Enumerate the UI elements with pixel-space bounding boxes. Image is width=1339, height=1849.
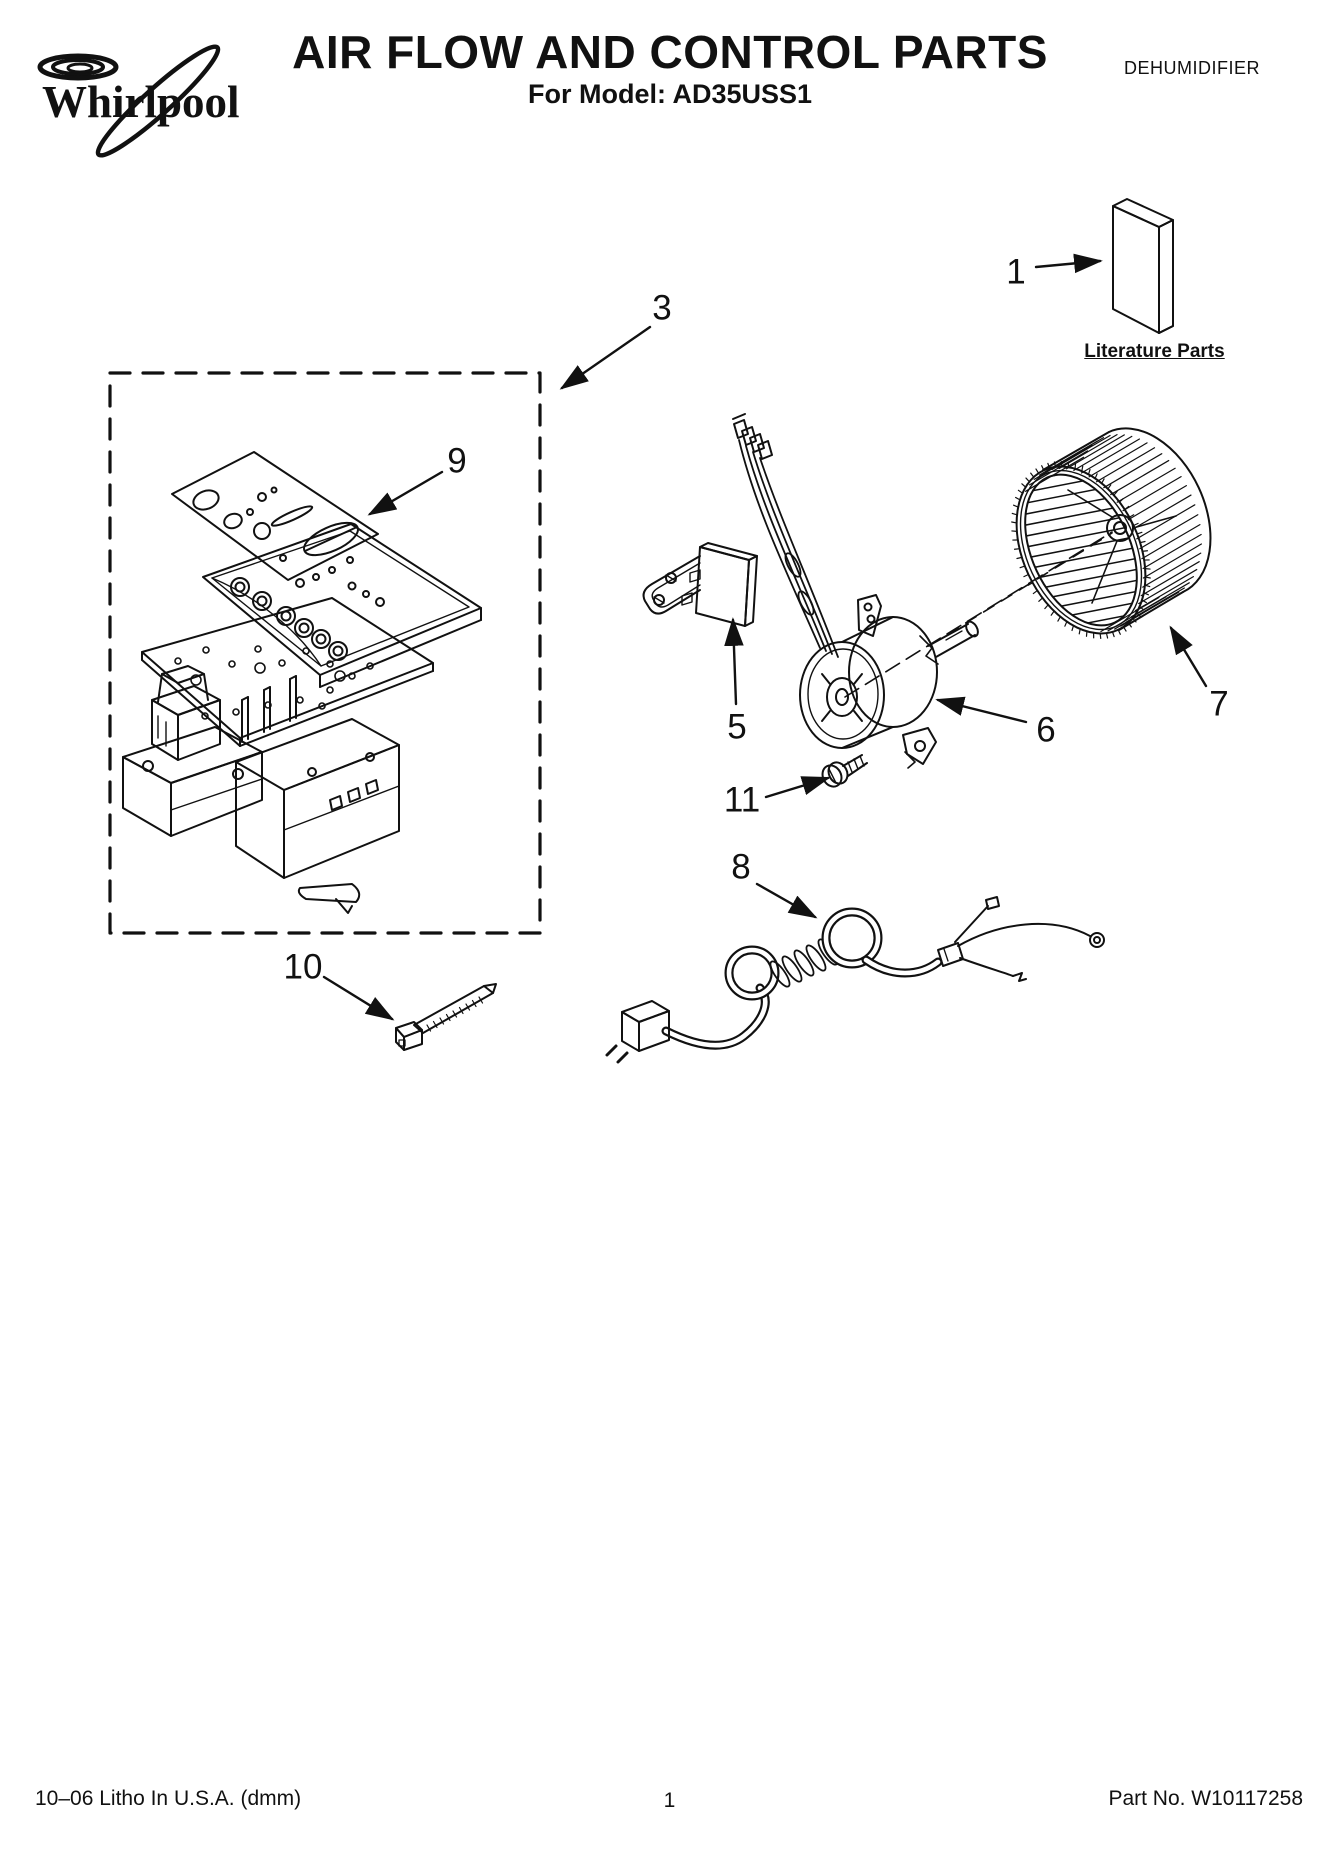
- power-cord-drawing: [607, 897, 1104, 1062]
- motor-drawing: [800, 532, 1112, 768]
- base-housing-drawing: [123, 666, 399, 913]
- mounting-bracket-drawing: [644, 543, 757, 626]
- footer-page-number: 1: [663, 1789, 676, 1812]
- screw-drawing: [819, 755, 867, 790]
- model-subtitle: For Model: AD35USS1: [527, 79, 813, 110]
- callout-arrows: [324, 261, 1206, 1019]
- callout-3: 3: [652, 288, 672, 328]
- callout-5: 5: [727, 707, 747, 747]
- footer-litho-line: 10–06 Litho In U.S.A. (dmm): [35, 1787, 302, 1810]
- cable-tie-drawing: [396, 984, 496, 1050]
- callout-6: 6: [1036, 710, 1056, 750]
- callout-9: 9: [447, 441, 467, 481]
- callout-1: 1: [1006, 252, 1026, 292]
- callout-11: 11: [723, 780, 761, 820]
- callout-7: 7: [1209, 684, 1229, 724]
- footer-part-number: Part No. W10117258: [1108, 1787, 1303, 1810]
- appliance-type-label: DEHUMIDIFIER: [1124, 58, 1260, 78]
- motor-wires: [739, 440, 838, 657]
- callout-10: 10: [283, 947, 323, 987]
- control-assembly-boundary: [110, 373, 540, 933]
- callout-8: 8: [731, 847, 751, 887]
- page-title: AIR FLOW AND CONTROL PARTS: [292, 26, 1048, 78]
- blower-wheel-drawing: [930, 428, 1210, 654]
- literature-parts-label: Literature Parts: [1084, 341, 1225, 362]
- brand-text: Whirlpool: [42, 77, 240, 127]
- literature-pack-drawing: [1113, 199, 1173, 333]
